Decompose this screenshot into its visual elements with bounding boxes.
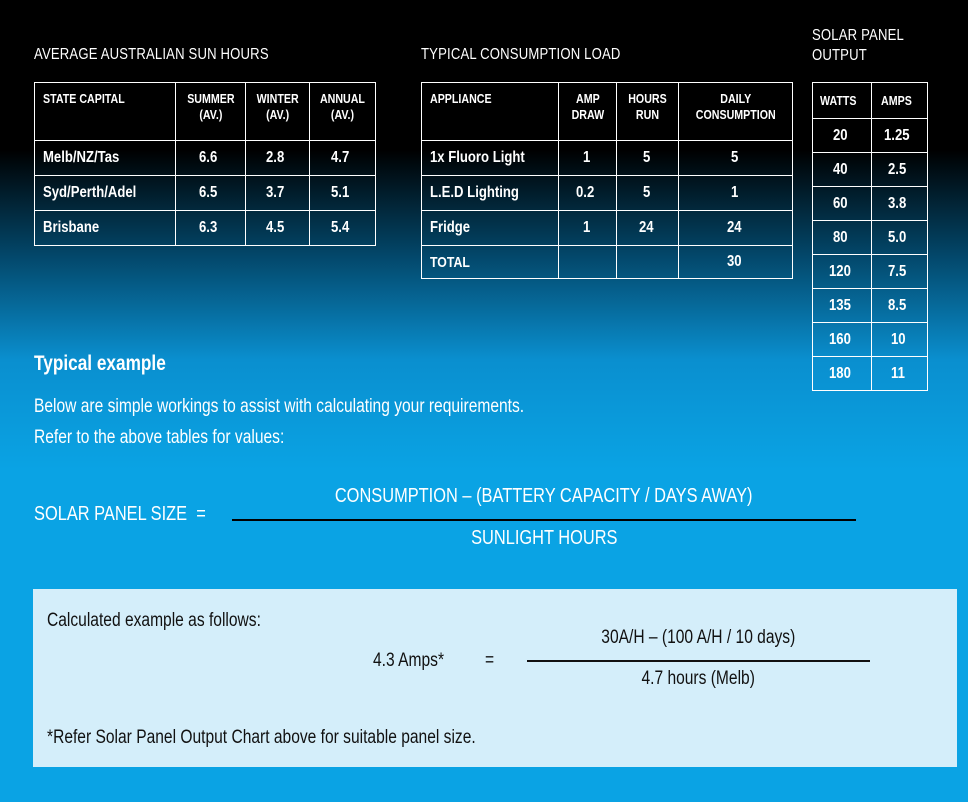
table-row [813, 119, 928, 153]
table-cell: 40 [813, 153, 872, 187]
table-cell: 80 [813, 221, 872, 255]
table-cell: 135 [813, 289, 872, 323]
table-cell: 5.1 [310, 176, 376, 211]
header-annual: ANNUAL (AV.) [310, 83, 376, 141]
table-cell: 1 [559, 141, 617, 176]
table-cell: 120 [813, 255, 872, 289]
sun-hours-title: AVERAGE AUSTRALIAN SUN HOURS [34, 46, 269, 63]
table-row [813, 221, 928, 255]
table-row [813, 323, 928, 357]
table-row [35, 211, 376, 246]
total-row [422, 246, 793, 279]
table-cell: 180 [813, 357, 872, 391]
table-row [35, 176, 376, 211]
formula-fraction-bar [232, 519, 856, 521]
consumption-title: TYPICAL CONSUMPTION LOAD [421, 46, 621, 63]
formula-denominator: SUNLIGHT HOURS [470, 527, 618, 549]
calculation-intro: Calculated example as follows: [47, 610, 261, 631]
table-row [813, 289, 928, 323]
table-cell: Syd/Perth/Adel [35, 176, 176, 211]
table-cell: 1 [679, 176, 793, 211]
table-cell: 24 [679, 211, 793, 246]
calculation-box [33, 589, 957, 767]
solar-output-table [812, 82, 928, 391]
consumption-table [421, 82, 793, 279]
table-cell: 4.7 [310, 141, 376, 176]
solar-output-title: SOLAR PANEL OUTPUT [812, 27, 904, 64]
table-cell: L.E.D Lighting [422, 176, 559, 211]
table-cell: 60 [813, 187, 872, 221]
header-amps: AMPS [872, 83, 928, 119]
table-cell: 24 [617, 211, 679, 246]
table-cell [617, 246, 679, 279]
table-cell: 6.6 [176, 141, 246, 176]
total-value: 30 [679, 246, 793, 279]
table-cell: 5 [617, 176, 679, 211]
consumption-header-row [422, 83, 793, 141]
header-summer: SUMMER (AV.) [176, 83, 246, 141]
header-amp-draw: AMP DRAW [559, 83, 617, 141]
table-row [813, 255, 928, 289]
table-row [422, 211, 793, 246]
calculation-footnote: *Refer Solar Panel Output Chart above for suitable panel size. [47, 727, 476, 748]
table-cell: 5 [679, 141, 793, 176]
table-cell: 0.2 [559, 176, 617, 211]
table-cell: 4.5 [246, 211, 310, 246]
table-cell: 1.25 [872, 119, 928, 153]
example-line-1: Below are simple workings to assist with calculating your requirements. [34, 396, 525, 417]
table-cell: 160 [813, 323, 872, 357]
table-cell: 3.7 [246, 176, 310, 211]
table-cell: 1x Fluoro Light [422, 141, 559, 176]
header-state-capital: STATE CAPITAL [35, 83, 176, 141]
table-cell: 11 [872, 357, 928, 391]
table-cell: 20 [813, 119, 872, 153]
calculation-fraction-bar [527, 660, 870, 662]
header-appliance: APPLIANCE [422, 83, 559, 141]
table-row [813, 357, 928, 391]
calculation-denominator: 4.7 hours (Melb) [641, 668, 756, 689]
table-cell: 1 [559, 211, 617, 246]
example-line-2: Refer to the above tables for values: [34, 427, 285, 448]
table-cell: 5.4 [310, 211, 376, 246]
table-cell: 5.0 [872, 221, 928, 255]
header-winter: WINTER (AV.) [246, 83, 310, 141]
table-row [813, 187, 928, 221]
table-row [422, 141, 793, 176]
table-row [422, 176, 793, 211]
table-cell: 5 [617, 141, 679, 176]
formula-numerator: CONSUMPTION – (BATTERY CAPACITY / DAYS AWAY) [335, 485, 753, 507]
table-cell: 2.5 [872, 153, 928, 187]
example-title: Typical example [34, 352, 166, 375]
table-cell: Fridge [422, 211, 559, 246]
total-label: TOTAL [422, 246, 559, 279]
header-daily-consumption: DAILY CONSUMPTION [679, 83, 793, 141]
table-row [813, 153, 928, 187]
header-hours-run: HOURS RUN [617, 83, 679, 141]
table-cell: 7.5 [872, 255, 928, 289]
formula-label: SOLAR PANEL SIZE = [34, 503, 206, 525]
table-cell [559, 246, 617, 279]
table-cell: 10 [872, 323, 928, 357]
calculation-numerator: 30A/H – (100 A/H / 10 days) [601, 627, 796, 648]
solar-header-row [813, 83, 928, 119]
header-watts: WATTS [813, 83, 872, 119]
table-cell: 2.8 [246, 141, 310, 176]
table-row [35, 141, 376, 176]
sun-hours-header-row [35, 83, 376, 141]
table-cell: 3.8 [872, 187, 928, 221]
table-cell: Brisbane [35, 211, 176, 246]
table-cell: 8.5 [872, 289, 928, 323]
table-cell: 6.5 [176, 176, 246, 211]
calculation-equals: = [485, 650, 495, 671]
table-cell: Melb/NZ/Tas [35, 141, 176, 176]
calculation-result: 4.3 Amps* [373, 650, 445, 671]
table-cell: 6.3 [176, 211, 246, 246]
sun-hours-table [34, 82, 376, 246]
